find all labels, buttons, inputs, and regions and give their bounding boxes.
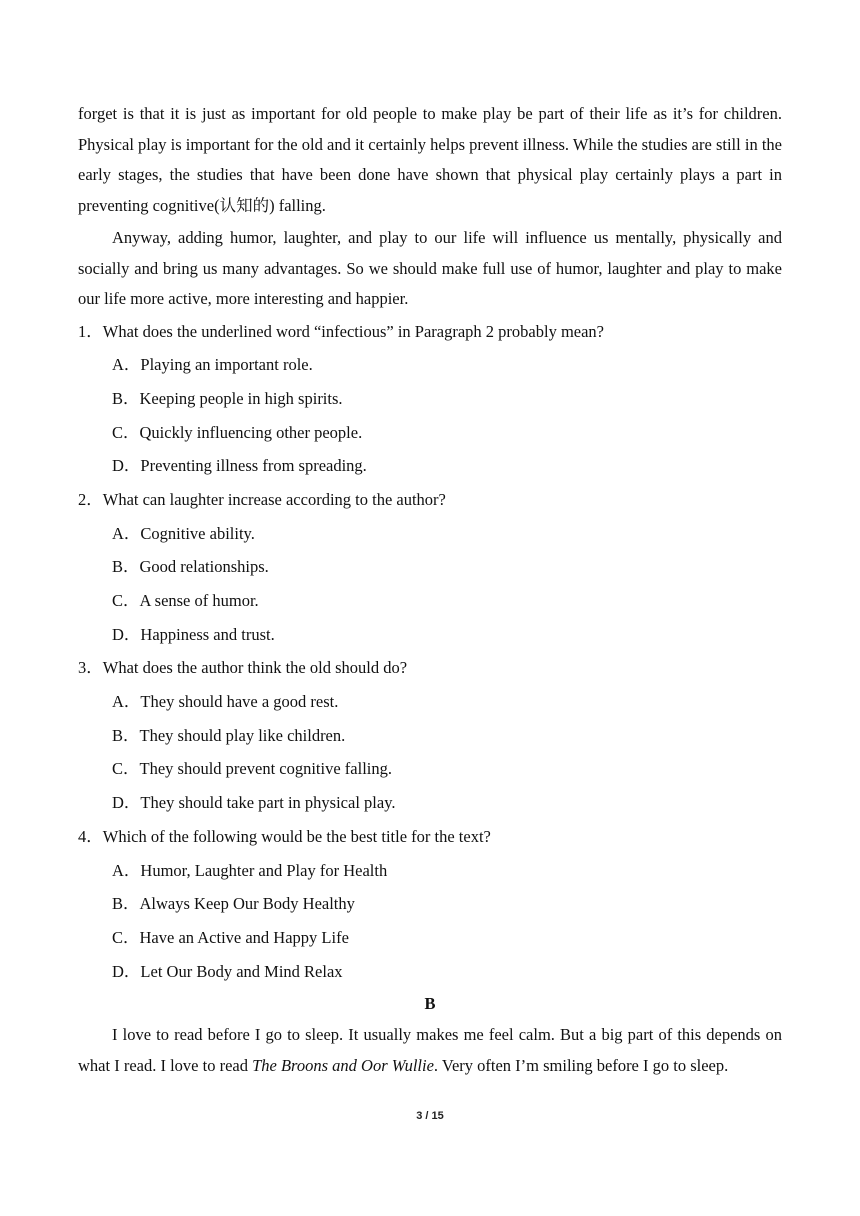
answer-option <box>78 416 782 450</box>
answer-option <box>78 955 782 989</box>
option-letter: D． <box>112 961 141 981</box>
answer-option <box>78 550 782 584</box>
question-text: What does the author think the old should do? <box>102 658 408 678</box>
option-letter: D． <box>112 456 141 476</box>
page-number: 3 / 15 <box>416 1110 444 1122</box>
answer-option <box>78 618 782 652</box>
answer-option <box>78 921 782 955</box>
question-number: 1． <box>78 321 103 341</box>
option-text: Quickly influencing other people. <box>139 422 363 442</box>
option-text: They should have a good rest. <box>140 692 339 712</box>
question-block <box>78 315 782 483</box>
option-text: Let Our Body and Mind Relax <box>140 961 343 981</box>
option-letter: B． <box>112 388 140 408</box>
question-block <box>78 651 782 819</box>
question-number: 4． <box>78 826 103 846</box>
question-number: 3． <box>78 658 103 678</box>
answer-option <box>78 685 782 719</box>
answer-option <box>78 719 782 753</box>
option-text: Have an Active and Happy Life <box>139 927 349 947</box>
option-letter: A． <box>112 523 141 543</box>
option-letter: C． <box>112 422 140 442</box>
answer-option <box>78 382 782 416</box>
option-text: A sense of humor. <box>139 591 259 610</box>
option-letter: C． <box>112 759 140 779</box>
answer-option <box>78 348 782 382</box>
answer-option <box>78 517 782 551</box>
answer-option <box>78 786 782 820</box>
section-heading: B <box>424 994 436 1014</box>
question-stem <box>78 820 782 854</box>
option-letter: D． <box>112 793 141 813</box>
question-text: Which of the following would be the best title for the text? <box>102 826 491 846</box>
option-letter: B． <box>112 557 140 577</box>
option-letter: A． <box>112 355 141 375</box>
option-text: They should prevent cognitive falling. <box>139 759 392 779</box>
option-text: Playing an important role. <box>140 355 313 375</box>
paragraph-conclusion: Anyway, adding humor, laughter, and play to our life will influence us mentally, physically and socially and bring us many advantages. So we should make full use of humor, laughter and play to make our life more active, more interesting and happier. <box>78 228 782 308</box>
option-text: Preventing illness from spreading. <box>140 456 367 476</box>
option-letter: B． <box>112 894 140 914</box>
paragraph-continued: forget is that it is just as important for old people to make play be part of their life as it’s for children. Physical play is important for the old and it certainly helps prevent illness. While the studies are still in the early stages, the studies that have been done have shown that physical play certainly plays a part in preventing cognitive(认知的) falling. <box>78 104 782 215</box>
option-letter: A． <box>112 692 141 712</box>
answer-option <box>78 449 782 483</box>
option-text: Happiness and trust. <box>140 624 275 644</box>
question-block <box>78 820 782 988</box>
question-text: What can laughter increase according to the author? <box>102 489 446 509</box>
answer-option <box>78 584 782 618</box>
answer-option <box>78 887 782 921</box>
option-letter: D． <box>112 624 141 644</box>
answer-option <box>78 752 782 786</box>
question-block <box>78 483 782 651</box>
question-stem <box>78 315 782 349</box>
option-text: Humor, Laughter and Play for Health <box>140 860 388 880</box>
option-letter: B． <box>112 725 140 745</box>
option-letter: A． <box>112 860 141 880</box>
answer-option <box>78 854 782 888</box>
section-b-paragraph <box>78 1020 782 1081</box>
question-text: What does the underlined word “infectious” in Paragraph 2 probably mean? <box>102 321 604 341</box>
option-text: Good relationships. <box>139 557 269 577</box>
paragraph-text: I love to read before I go to sleep. It usually makes me feel calm. But a big part of this depends on what I read. I love to read <box>78 1025 782 1075</box>
paragraph-text: . Very often I’m smiling before I go to sleep. <box>433 1055 729 1075</box>
question-number: 2． <box>78 489 103 509</box>
option-text: They should play like children. <box>139 725 346 745</box>
option-text: Cognitive ability. <box>140 523 255 543</box>
option-letter: C． <box>112 591 140 610</box>
option-text: Keeping people in high spirits. <box>139 388 343 408</box>
option-text: They should take part in physical play. <box>140 793 396 813</box>
book-title: The Broons and Oor Wullie <box>252 1055 434 1075</box>
question-stem <box>78 651 782 685</box>
option-letter: C． <box>112 927 140 947</box>
question-stem <box>78 483 782 517</box>
option-text: Always Keep Our Body Healthy <box>139 894 355 914</box>
page-content <box>78 99 782 1081</box>
